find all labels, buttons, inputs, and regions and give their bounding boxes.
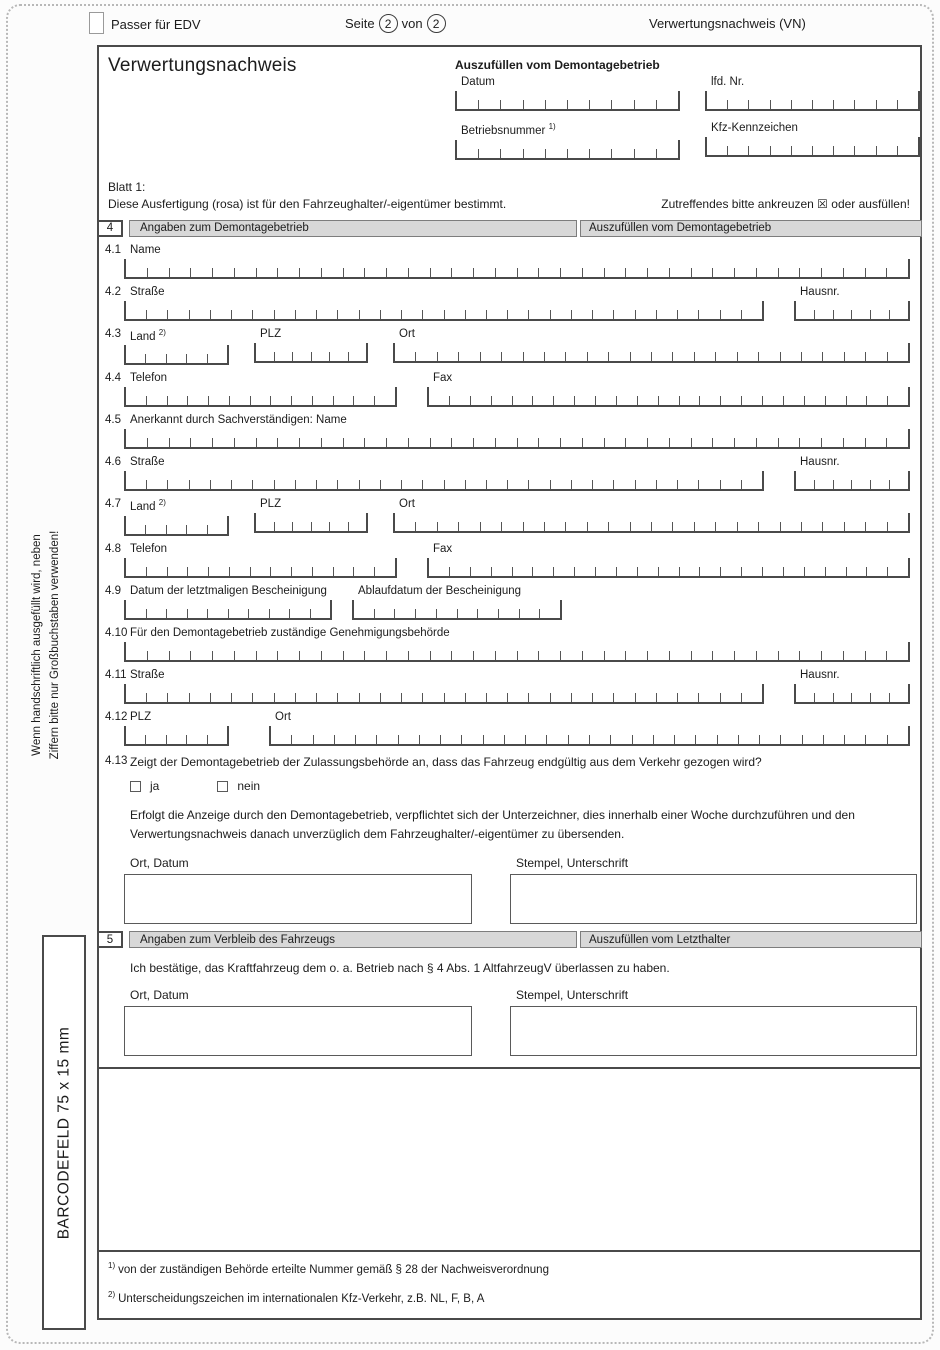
section-4-header xyxy=(99,220,920,237)
footnote-2 xyxy=(99,1290,920,1305)
option-nein xyxy=(217,779,260,793)
genehmigungsbehoerde-comb-input[interactable] xyxy=(124,642,910,662)
form-row-4-12 xyxy=(99,711,920,746)
field-hausnr-label: Hausnr. xyxy=(800,456,840,469)
form-row-4-4 xyxy=(99,372,920,407)
top-header xyxy=(97,12,922,40)
strasse-comb-input[interactable] xyxy=(124,684,764,704)
row-number: 4.11 xyxy=(105,669,127,682)
footnote-1-marker: 1) xyxy=(108,1261,116,1271)
row-number: 4.5 xyxy=(105,414,121,427)
copy-destination-note: Diese Ausfertigung (rosa) ist für den Fahrzeughalter/-eigentümer bestimmt. xyxy=(108,196,507,211)
field-kfz-kennzeichen-label: Kfz-Kennzeichen xyxy=(711,122,798,134)
field-hausnr-label: Hausnr. xyxy=(800,669,840,682)
stempel-unterschrift-block xyxy=(510,856,917,924)
field-name-label: Name xyxy=(130,243,161,256)
field-ort xyxy=(393,498,910,536)
plz-comb-input[interactable] xyxy=(124,726,229,746)
section-5-header xyxy=(99,931,920,948)
row-number: 4.12 xyxy=(105,711,128,724)
option-ja xyxy=(130,779,159,793)
ort-datum-input-box[interactable] xyxy=(124,874,472,924)
form-row-4-8 xyxy=(99,543,920,578)
row-number: 4.13 xyxy=(105,755,128,768)
stempel-unterschrift-input-box[interactable] xyxy=(510,1006,917,1056)
plz-comb-input[interactable] xyxy=(254,343,368,363)
field-land-label: Land $^{2)}$ xyxy=(130,498,166,514)
handwriting-note-line2: Ziffern bitte nur Großbuchstaben verwenden! xyxy=(49,530,61,760)
ort-comb-input[interactable] xyxy=(269,726,910,746)
ja-checkbox-label: ja xyxy=(150,779,160,794)
name-comb-input[interactable] xyxy=(124,259,910,279)
ort-datum-block xyxy=(124,988,472,1056)
barcode-print-area xyxy=(97,1067,922,1252)
field-land-label: Land $^{2)}$ xyxy=(130,327,166,343)
field-strasse-label: Straße xyxy=(130,669,165,682)
field-telefon-label: Telefon xyxy=(130,372,168,385)
plz-comb-input[interactable] xyxy=(254,513,368,533)
row-number: 4.9 xyxy=(105,585,121,598)
page-indicator xyxy=(345,14,446,33)
field-plz xyxy=(254,328,368,366)
ablaufdatum-comb-input[interactable] xyxy=(352,600,562,620)
field-sachverstaendiger-name xyxy=(124,414,910,449)
field-telefon xyxy=(124,543,397,578)
field-strasse-label: Straße xyxy=(130,285,165,298)
ja-checkbox[interactable] xyxy=(130,781,141,792)
field-sachverstaendiger-name-label: Anerkannt durch Sachverständigen: Name xyxy=(130,414,347,427)
stempel-unterschrift-label: Stempel, Unterschrift xyxy=(516,988,629,1003)
field-datum-bescheinigung xyxy=(124,585,332,620)
footnote-2-marker: 2) xyxy=(108,1290,116,1300)
field-genehmigungsbehoerde xyxy=(124,627,910,662)
passer-group xyxy=(89,12,201,34)
footnote-1-text: von der zuständigen Behörde erteilte Nummer gemäß § 28 der Nachweisverordnung xyxy=(118,1264,549,1277)
footnote-1 xyxy=(99,1261,920,1276)
field-ort-label: Ort xyxy=(275,711,291,724)
passer-label: Passer für EDV xyxy=(111,17,201,32)
fax-comb-input[interactable] xyxy=(427,558,910,578)
section-5-fill-by: Auszufüllen vom Letzthalter xyxy=(580,931,922,948)
section-4-fill-by: Auszufüllen vom Demontagebetrieb xyxy=(580,220,922,237)
row-number: 4.2 xyxy=(105,285,121,298)
land-footnote-ref: 2) xyxy=(158,498,166,508)
land-comb-input[interactable] xyxy=(124,516,229,536)
row-number: 4.6 xyxy=(105,456,121,469)
section-4-title: Angaben zum Demontagebetrieb xyxy=(129,220,577,237)
passer-checkbox[interactable] xyxy=(89,12,104,34)
row-number: 4.10 xyxy=(105,627,128,640)
telefon-comb-input[interactable] xyxy=(124,558,397,578)
field-ort-label: Ort xyxy=(399,327,415,340)
field-ablaufdatum xyxy=(352,585,562,620)
section-4-signature-row xyxy=(99,856,920,924)
row-number: 4.4 xyxy=(105,372,121,385)
field-strasse xyxy=(124,456,764,491)
datum-comb-input[interactable] xyxy=(455,91,680,111)
field-fax xyxy=(427,543,910,578)
section-4-number: 4 xyxy=(97,220,123,237)
row-number: 4.8 xyxy=(105,543,121,556)
field-strasse xyxy=(124,286,764,321)
field-plz-label: PLZ xyxy=(130,711,152,724)
field-ablaufdatum-label: Ablaufdatum der Bescheinigung xyxy=(358,585,522,598)
field-telefon-label: Telefon xyxy=(130,543,168,556)
confirmation-statement: Ich bestätige, das Kraftfahrzeug dem o. a. Betrieb nach § 4 Abs. 1 AltfahrzeugV überlassen zu haben. xyxy=(130,961,670,976)
row-number: 4.1 xyxy=(105,243,121,256)
form-row-4-3 xyxy=(99,328,920,366)
field-hausnr-label: Hausnr. xyxy=(800,285,840,298)
land-comb-input[interactable] xyxy=(124,345,229,365)
field-name xyxy=(124,244,910,279)
field-land xyxy=(124,498,229,536)
field-hausnr xyxy=(794,669,910,704)
ort-comb-input[interactable] xyxy=(393,343,910,363)
form-header xyxy=(99,47,920,172)
nein-checkbox[interactable] xyxy=(217,781,228,792)
form-row-4-2 xyxy=(99,286,920,321)
sheet-note xyxy=(99,172,920,213)
betriebsnummer-comb-input[interactable] xyxy=(455,140,680,160)
nein-checkbox-label: nein xyxy=(237,779,261,794)
document-type-label: Verwertungsnachweis (VN) xyxy=(649,16,806,31)
lfd-nr-comb-input[interactable] xyxy=(705,91,920,111)
form-row-4-7 xyxy=(99,498,920,536)
ort-datum-block xyxy=(124,856,472,924)
field-ort xyxy=(393,328,910,366)
field-fax xyxy=(427,372,910,407)
section-5-number: 5 xyxy=(97,931,123,948)
field-hausnr xyxy=(794,456,910,491)
page-number-total: 2 xyxy=(427,14,446,33)
hausnr-comb-input[interactable] xyxy=(794,684,910,704)
form-title: Verwertungsnachweis xyxy=(108,55,297,76)
row-number: 4.3 xyxy=(105,327,121,340)
ort-comb-input[interactable] xyxy=(393,513,910,533)
field-lfd-nr-label: lfd. Nr. xyxy=(711,76,745,88)
field-fax-label: Fax xyxy=(433,543,453,556)
form-row-4-6 xyxy=(99,456,920,491)
field-datum-bescheinigung-label: Datum der letztmaligen Bescheinigung xyxy=(130,585,327,598)
sheet-number: Blatt 1: xyxy=(108,180,146,194)
ort-datum-input-box[interactable] xyxy=(124,1006,472,1056)
field-ort xyxy=(269,711,910,746)
stempel-unterschrift-label: Stempel, Unterschrift xyxy=(516,856,629,871)
field-strasse xyxy=(124,669,764,704)
ort-datum-label: Ort, Datum xyxy=(130,988,189,1003)
mark-instruction-note: Zutreffendes bitte ankreuzen ☒ oder ausfüllen! xyxy=(661,196,910,211)
hausnr-comb-input[interactable] xyxy=(794,301,910,321)
handwriting-note xyxy=(29,531,65,760)
page-indicator-prefix: Seite xyxy=(345,16,375,31)
field-plz xyxy=(124,711,229,746)
field-fax-label: Fax xyxy=(433,372,453,385)
field-kfz-kennzeichen xyxy=(705,122,920,160)
ort-datum-label: Ort, Datum xyxy=(130,856,189,871)
field-datum xyxy=(455,76,680,111)
row-number: 4.7 xyxy=(105,498,121,511)
field-betriebsnummer xyxy=(455,122,680,160)
field-land xyxy=(124,328,229,366)
field-plz-label: PLZ xyxy=(260,327,282,340)
field-datum-label: Datum xyxy=(461,76,495,88)
betriebsnummer-footnote-ref: 1) xyxy=(548,122,556,131)
form-row-4-11 xyxy=(99,669,920,704)
telefon-comb-input[interactable] xyxy=(124,387,397,407)
hausnr-comb-input[interactable] xyxy=(794,471,910,491)
barcode-field xyxy=(42,935,86,1330)
page-indicator-von: von xyxy=(401,16,423,31)
form-row-4-10 xyxy=(99,627,920,662)
sachverstaendiger-name-comb-input[interactable] xyxy=(124,429,910,449)
form-main-box xyxy=(97,45,922,1320)
section-5-title: Angaben zum Verbleib des Fahrzeugs xyxy=(129,931,577,948)
field-genehmigungsbehoerde-label: Für den Demontagebetrieb zuständige Genehmigungsbehörde xyxy=(130,627,450,640)
footnote-2-text: Unterscheidungszeichen im internationalen Kfz-Verkehr, z.B. NL, F, B, A xyxy=(118,1293,485,1306)
header-fill-section xyxy=(455,58,920,160)
page-number-current: 2 xyxy=(379,14,398,33)
land-footnote-ref: 2) xyxy=(158,327,166,337)
field-ort-label: Ort xyxy=(399,498,415,511)
obligation-notice: Erfolgt die Anzeige durch den Demontagebetrieb, verpflichtet sich der Unterzeichner, dies innerhalb einer Woche durchzuführen und den Verwertungsnachweis danach unverzüglich dem Fahrzeughalter/-eigentümer zu übersenden. xyxy=(130,808,855,841)
field-telefon xyxy=(124,372,397,407)
header-fill-heading: Auszufüllen vom Demontagebetrieb xyxy=(455,58,660,72)
form-row-4-1 xyxy=(99,244,920,279)
field-hausnr xyxy=(794,286,910,321)
strasse-comb-input[interactable] xyxy=(124,471,764,491)
stempel-unterschrift-input-box[interactable] xyxy=(510,874,917,924)
section-5-signature-row xyxy=(99,988,920,1056)
field-lfd-nr xyxy=(705,76,920,111)
field-plz-label: PLZ xyxy=(260,498,282,511)
handwriting-note-line1: Wenn handschriftlich ausgefüllt wird, neben xyxy=(31,534,44,756)
datum-bescheinigung-comb-input[interactable] xyxy=(124,600,332,620)
stempel-unterschrift-block xyxy=(510,988,917,1056)
form-row-4-13 xyxy=(99,755,920,793)
form-row-4-5 xyxy=(99,414,920,449)
deregistration-question: Zeigt der Demontagebetrieb der Zulassungsbehörde an, dass das Fahrzeug endgültig aus dem Verkehr gezogen wird? xyxy=(130,755,762,770)
strasse-comb-input[interactable] xyxy=(124,301,764,321)
field-betriebsnummer-label: Betriebsnummer $^{1)}$ xyxy=(461,122,556,137)
field-plz xyxy=(254,498,368,536)
kfz-kennzeichen-comb-input[interactable] xyxy=(705,137,920,157)
form-row-4-9 xyxy=(99,585,920,620)
field-strasse-label: Straße xyxy=(130,456,165,469)
barcode-field-label: BARCODEFELD 75 x 15 mm xyxy=(55,1026,72,1239)
fax-comb-input[interactable] xyxy=(427,387,910,407)
